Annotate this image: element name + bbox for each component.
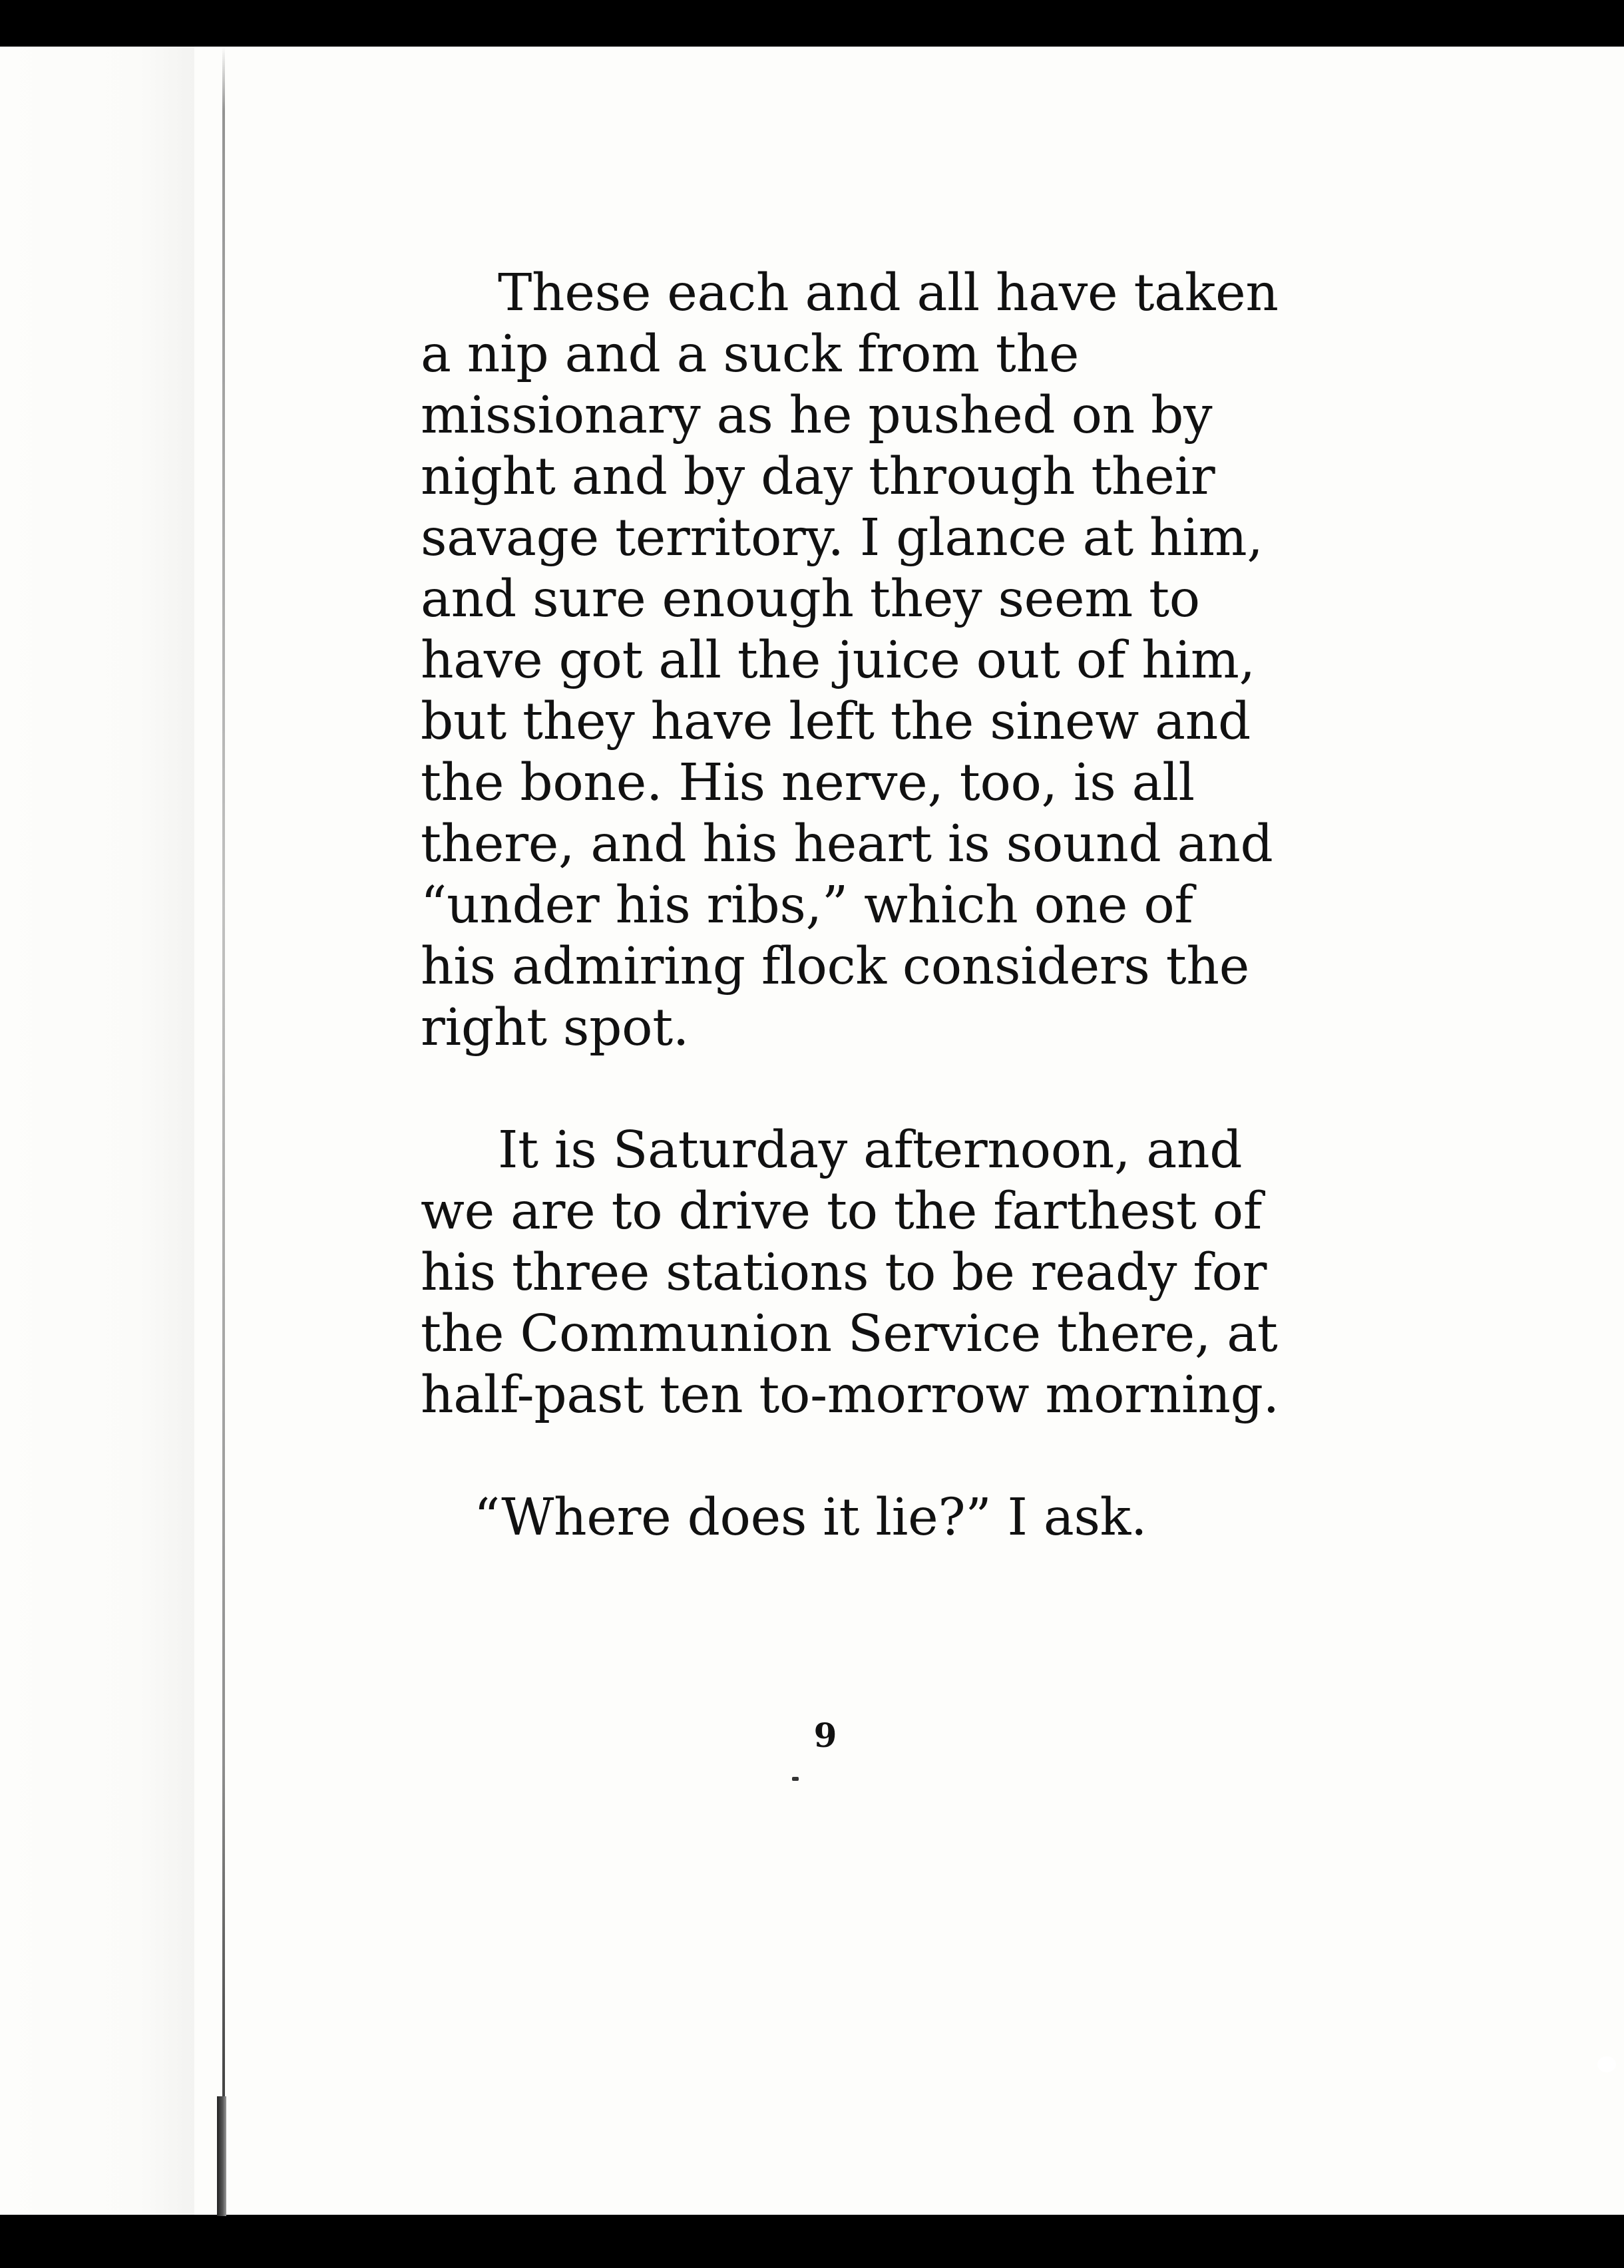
page-number: 9 xyxy=(813,1716,837,1755)
facing-page-edge xyxy=(0,47,200,2215)
binding-mark xyxy=(217,2096,226,2216)
paragraph-3: “Where does it lie?” I ask. xyxy=(474,1488,1147,1547)
ink-speck xyxy=(792,1777,799,1781)
paragraph-1: These each and all have taken a nip and a suck from the missionary as he pushed on by night and by day through their savage territory. I glance at him, and sure enough they seem to have got all the juice out of him, but they have left the sinew and the bone. His nerve, too, is all there, and his heart is sound and “under his ribs,” which one of his admiring flock considers the right spot. xyxy=(421,264,1279,1057)
page-fold-line xyxy=(222,47,225,2196)
paragraph-2: It is Saturday afternoon, and we are to drive to the farthest of his three stations to be ready for the Communion Service there, at half-past ten to-morrow morning. xyxy=(421,1121,1279,1425)
scan-artifact-dot xyxy=(1597,2056,1616,2072)
body-text xyxy=(421,263,1279,1549)
